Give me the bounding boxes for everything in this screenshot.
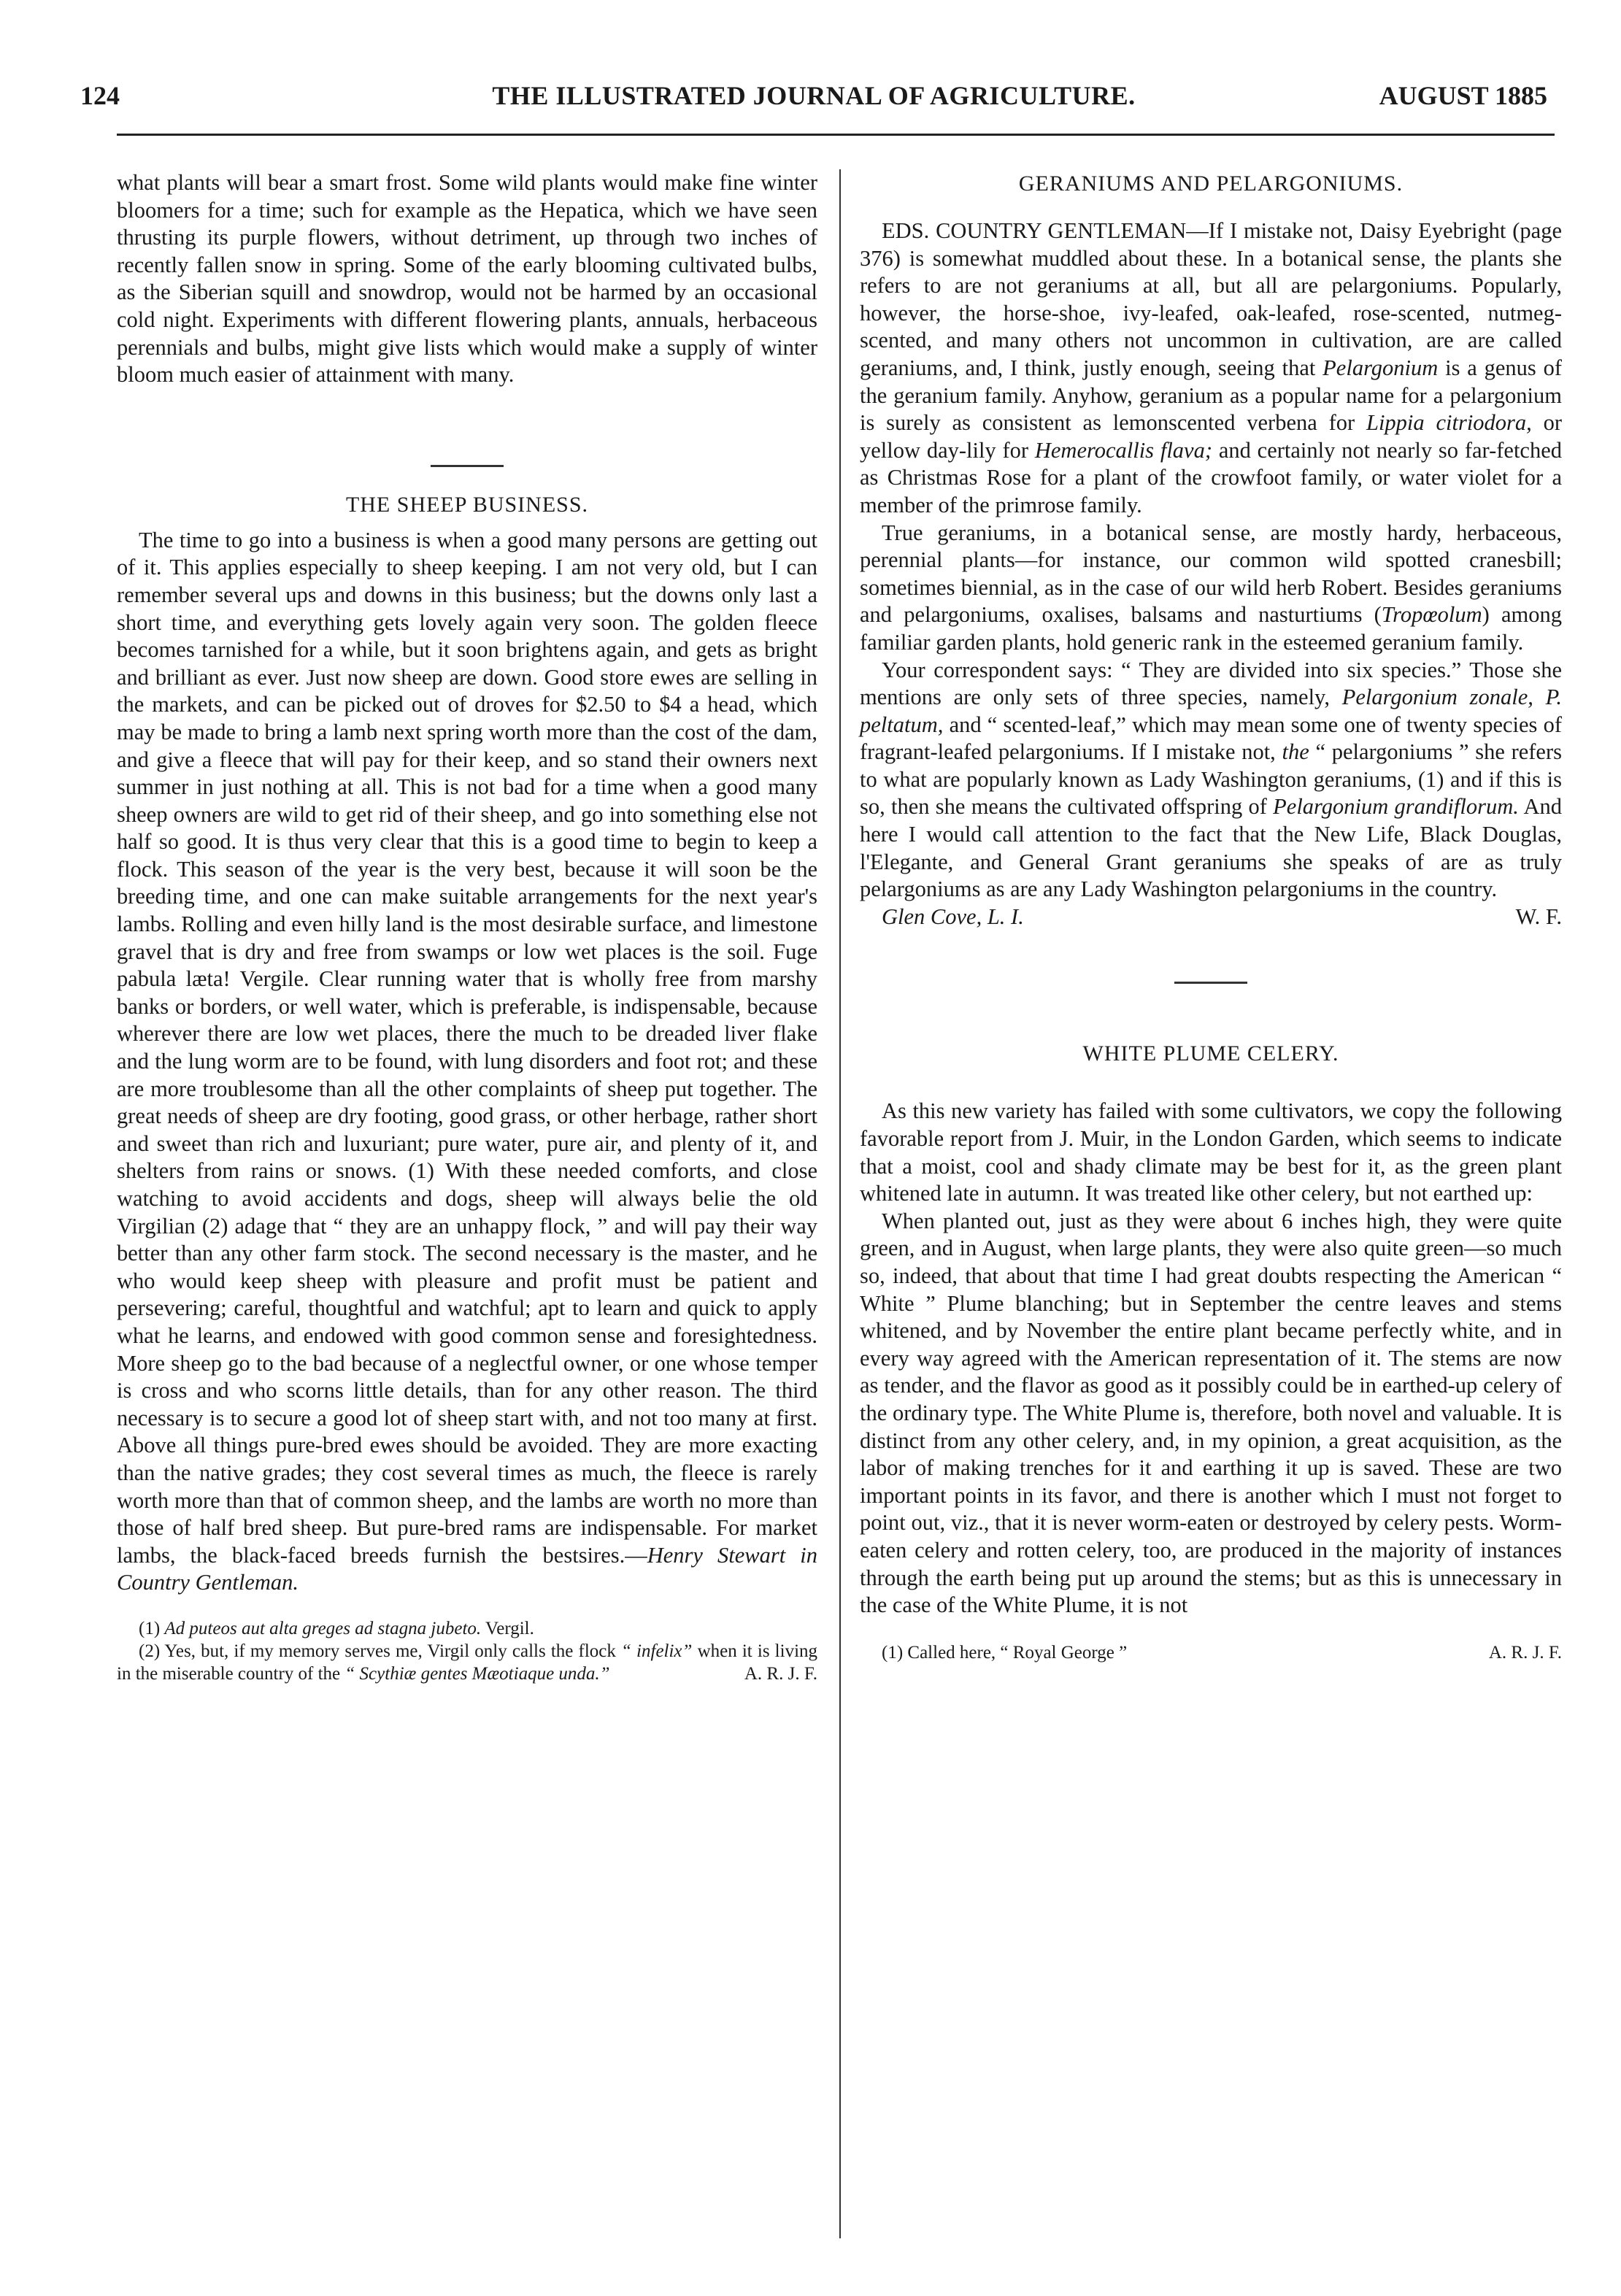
footnote-1-source: Vergil. — [485, 1618, 534, 1638]
geranium-p3-grandiflorum: Pelargonium grandiflorum. — [1273, 794, 1519, 820]
geranium-p2-text-b: ) among familiar garden plants, hold generic rank in the esteemed geranium family. — [860, 602, 1563, 655]
footnote-2-quote-2: “ Scythiæ gentes Mæotiaque unda.” — [344, 1663, 610, 1684]
geranium-p3-text-c: “ pelargoniums ” she refers to what are popularly known as Lady Washington geraniums, (1) and if this is so, then she means the cultivated offspring of — [860, 739, 1562, 820]
spacer — [860, 1619, 1562, 1641]
spacer — [860, 984, 1562, 1039]
letter-place: Glen Cove, L. I. — [882, 904, 1024, 929]
header-rule — [117, 134, 1555, 136]
geranium-p1-hemerocallis: Hemerocallis flava; — [1034, 437, 1212, 463]
letter-salutation: EDS. COUNTRY GENTLEMAN— — [882, 218, 1209, 243]
sheep-footnotes — [117, 1617, 817, 1685]
footnote-1 — [117, 1617, 817, 1640]
celery-footnote-text: (1) Called here, “ Royal George ” — [882, 1642, 1128, 1663]
footnote-initials: A. R. J. F. — [744, 1663, 817, 1684]
right-column — [860, 169, 1562, 1664]
spacer — [117, 520, 817, 527]
celery-quoted-report: When planted out, just as they were about 6 inches high, they were quite green, and in August, when large plants, they were also quite green—so much so, indeed, that about that time I had great doubts respecting the American “ White ” Plume blanching; but in September the centre leaves and stems whitened, and by November the entire plant became perfectly white, and in every way agreed with the American representation of it. The stems are now as tender, and the flavor as good as it possibly could be in earthed-up celery of the ordinary type. The White Plume is, therefore, both novel and valuable. It is distinct from any other celery, and, in my opinion, a great acquisition, as the labor of making trenches for it and earthing it up is saved. These are two important points in its favor, and there is another which I must not forget to point out, viz., that it is never worm-eaten or destroyed by celery pests. Worm-eaten celery and rotten celery, too, are produced in the majority of instances through the earth being put up around the stems; but as this is unnecessary in the case of the White Plume, it is not — [860, 1208, 1562, 1618]
spacer — [117, 389, 817, 465]
sheep-article-attribution: Henry Stewart in Country Gentleman. — [117, 1542, 817, 1595]
geranium-p2-tropaeolum: Tropœolum — [1381, 602, 1482, 628]
geranium-p1-text-b: is a genus of the geranium family. Anyhow, geranium as a popular name for a pelargonium is surely as consistent as lemonscented verbena for — [860, 355, 1563, 436]
spacer — [860, 931, 1562, 982]
page-number: 124 — [80, 81, 120, 110]
footnote-1-marker: (1) — [139, 1618, 161, 1638]
geranium-p1-lippia: Lippia citriodora, — [1366, 410, 1532, 436]
celery-footnote — [860, 1641, 1562, 1664]
issue-date: AUGUST 1885 — [1379, 81, 1547, 110]
footnote-2 — [117, 1640, 817, 1685]
geranium-p1-text-d: and certainly not nearly so far-fetched as Christmas Rose for a plant of the crowfoot family, or water violet for a member of the primrose family. — [860, 437, 1562, 517]
footnote-1-quote: Ad puteos aut alta greges ad stagna jubeto. — [164, 1618, 482, 1638]
celery-footnote-initials: A. R. J. F. — [1488, 1642, 1562, 1663]
celery-intro: As this new variety has failed with some cultivators, we copy the following favorable report from J. Muir, in the London Garden, which seems to indicate that a moist, cool and shady climate may be best for it, as the green plant whitened late in autumn. It was treated like other celery, but not earthed up: — [860, 1098, 1562, 1206]
spacer — [117, 1597, 817, 1617]
geranium-p1-text-c: or yellow day-lily for — [860, 410, 1563, 463]
sheep-article-body — [117, 527, 817, 1597]
geranium-p3-the: the — [1282, 739, 1309, 765]
footnote-2-quote-1: “ infelix” — [621, 1641, 693, 1661]
geranium-paragraph-2 — [860, 520, 1562, 657]
sheep-article-text: The time to go into a business is when a good many persons are getting out of it. This applies especially to sheep keeping. I am not very old, but I can remember several ups and downs in this business; but the downs only last a short time, and everything gets lovely again very soon. The golden fleece becomes tarnished for a while, but it soon brightens again, and gets as bright and brilliant as ever. Just now sheep are down. Good store ewes are selling in the markets, and can be picked out of droves for $2.50 to $4 a head, which may be made to bring a lamb next spring worth more than the cost of the dam, and give a fleece that will pay for their keep, and so stand their owners next summer in just nothing at all. This is not bad for a time when a good many sheep owners are wild to get rid of their sheep, and go into something else not half so good. It is thus very clear that this is a good time to begin to keep a flock. This season of the year is the very best, because it will soon be the breeding time, and one can make suitable arrangements for the next year's lambs. Rolling and even hilly land is the most desirable surface, and limestone gravel that is dry and free from swamps or low wet places is the soil. Fuge pabula læta! Vergile. Clear running water that is wholly free from marshy banks or borders, or well water, which is preferable, is indispensable, because wherever there are low wet places, there the much to be dreaded liver flake and the lung worm are to be found, with lung disorders and foot rot; and these are more troublesome than all the other complaints of sheep put together. The great needs of sheep are dry footing, good grass, or other herbage, rather short and sweet than rich and luxuriant; pure water, pure air, and plenty of it, and shelters from rains or snows. (1) With these needed comforts, and close watching to avoid accidents and dogs, sheep will always belie the old Virgilian (2) adage that “ they are an unhappy flock, ” and will pay their way better than any other farm stock. The second necessary is the master, and he who would keep sheep with pleasure and profit must be patient and persevering; careful, thoughtful and watchful; apt to learn and quick to apply what he learns, and endowed with good common sense and foresightedness. More sheep go to the bad because of a neglectful owner, or one whose temper is cross and who scorns little details, than for any other reason. The third necessary is to secure a good lot of sheep start with, and not too many at first. Above all things pure-bred ewes should be avoided. They are more exacting than the native grades; they cost several times as much, the fleece is rarely worth more than that of common sheep, and the lambs are worth no more than those of half bred sheep. But pure-bred rams are indispensable. For market lambs, the black-faced breeds furnish the bestsires.— — [117, 527, 817, 1568]
geranium-p3-species: Pelargonium zonale, P. peltatum, — [860, 685, 1562, 737]
footnote-2-mid: when it is living in the miserable country of the — [117, 1641, 818, 1684]
article-title-sheep-business: THE SHEEP BUSINESS. — [345, 492, 589, 517]
geranium-paragraph-1 — [860, 217, 1562, 520]
article-title-celery: WHITE PLUME CELERY. — [1082, 1041, 1339, 1066]
spacer — [117, 467, 817, 490]
page-header — [80, 73, 1547, 118]
geranium-p3-text-d: And here I would call attention to the fact that the New Life, Black Douglas, l'Elegante, and General Grant geraniums she speaks of are as truly pelargoniums as are any Lady Washington pelargoniums in the country. — [860, 794, 1562, 902]
footnote-2-marker: (2) — [139, 1641, 161, 1661]
column-divider — [839, 169, 841, 2238]
geranium-p1-pelargonium: Pelargonium — [1322, 355, 1439, 380]
article-title-geraniums: GERANIUMS AND PELARGONIUMS. — [1018, 172, 1404, 196]
footnote-2-text: Yes, but, if my memory serves me, Virgil only calls the flock — [164, 1641, 616, 1661]
journal-title: THE ILLUSTRATED JOURNAL OF AGRICULTURE. — [492, 81, 1136, 110]
geranium-p2-text-a: True geraniums, in a botanical sense, are mostly hardy, herbaceous, perennial plants—for instance, our common wild spotted cranesbill; sometimes biennial, as in the case of our wild herb Robert. Besides geraniums and pelargoniums, oxalises, balsams and nasturtiums ( — [860, 520, 1562, 628]
geranium-p1-text-a: If I mistake not, Daisy Eyebright (page 376) is somewhat muddled about these. In a botanical sense, the plants she refers to are not geraniums at all, but all are pelargoniums. Popularly, however, the horse-shoe, ivy-leafed, oak-leafed, rose-scented, nutmeg-scented, and many others not uncommon in cultivation, are are called geraniums, and, I think, justly enough, seeing that — [860, 218, 1562, 380]
continued-article-text: what plants will bear a smart frost. Some wild plants would make fine winter bloomers for a time; such for example as the Hepatica, which we have seen thrusting its purple flowers, without detriment, up through two inches of recently fallen snow in spring. Some of the early blooming cultivated bulbs, as the Siberian squill and snowdrop, would not be harmed by an occasional cold night. Experiments with different flowering plants, annuals, herbaceous perennials and bulbs, might give lists which would make a supply of winter bloom much easier of attainment with many. — [117, 170, 817, 388]
spacer — [860, 1068, 1562, 1098]
geranium-p3-text-a: Your correspondent says: “ They are divided into six species.” Those she mentions are only sets of three species, namely, — [860, 657, 1562, 710]
left-column — [117, 169, 817, 1685]
letter-signature: W. F. — [1515, 904, 1562, 929]
geranium-p3-text-b: and “ scented-leaf,” which may mean some one of twenty species of fragrant-leafed pelargoniums. If I mistake not, — [860, 712, 1562, 765]
spacer — [860, 199, 1562, 217]
